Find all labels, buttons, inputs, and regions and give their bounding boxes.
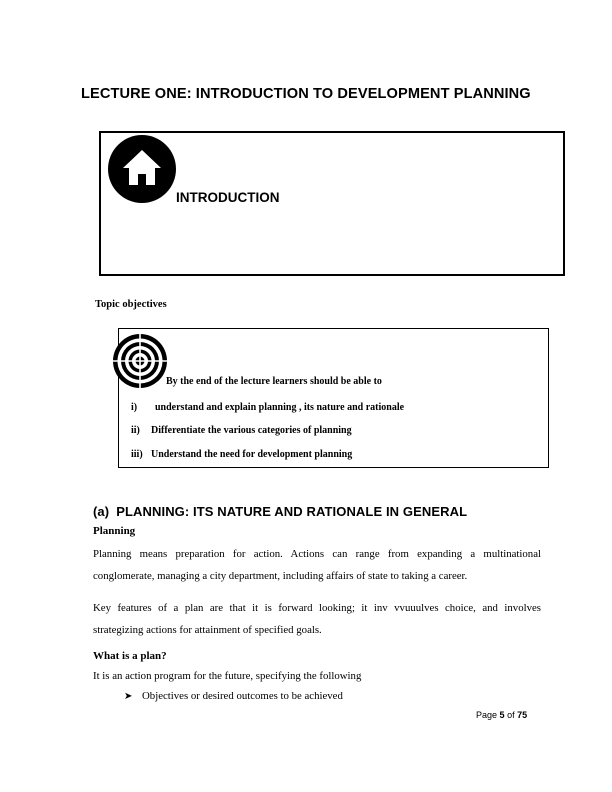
paragraph-line: strategizing actions for attainment of specified goals. (93, 624, 322, 636)
target-icon (112, 333, 168, 389)
objective-text: understand and explain planning , its nature and rationale (155, 402, 405, 413)
planning-subheading: Planning (93, 525, 136, 537)
planning-paragraph (93, 543, 541, 587)
objective-item (131, 449, 352, 460)
objective-item (131, 402, 404, 413)
bullet-item (124, 690, 343, 702)
objective-item (131, 425, 352, 436)
objective-number: iii) (131, 449, 143, 460)
objectives-intro: By the end of the lecture learners should be able to (166, 376, 382, 387)
key-features-paragraph (93, 597, 541, 641)
topic-objectives-heading: Topic objectives (95, 299, 167, 310)
objectives-box (118, 328, 549, 468)
page-label: Page (476, 710, 498, 720)
arrow-bullet-icon: ➤ (124, 691, 133, 702)
current-page: 5 (499, 710, 505, 720)
objective-text: Understand the need for development planning (151, 449, 353, 460)
lecture-title: LECTURE ONE: INTRODUCTION TO DEVELOPMENT PLANNING (81, 86, 531, 102)
section-marker: (a) (93, 504, 110, 519)
paragraph-line: conglomerate, managing a city department, including affairs of state to taking a career. (93, 570, 468, 582)
introduction-label: INTRODUCTION (176, 190, 280, 205)
of-label: of (507, 710, 515, 720)
objective-number: i) (131, 402, 138, 413)
bullet-text: Objectives or desired outcomes to be achieved (142, 690, 343, 702)
objective-number: ii) (131, 425, 140, 436)
section-title: PLANNING: ITS NATURE AND RATIONALE IN GENERAL (116, 504, 468, 519)
paragraph-line: Planning means preparation for action. Actions can range from expanding a multinational (93, 548, 541, 560)
total-pages: 75 (517, 710, 528, 720)
page-number (476, 710, 527, 720)
what-is-plan-heading: What is a plan? (93, 650, 167, 662)
section-heading (93, 504, 467, 519)
objective-text: Differentiate the various categories of planning (151, 425, 352, 436)
home-icon (108, 135, 176, 203)
paragraph-line: Key features of a plan are that it is forward looking; it inv vvuuulves choice, and involves (93, 602, 541, 614)
plan-definition: It is an action program for the future, specifying the following (93, 670, 362, 682)
